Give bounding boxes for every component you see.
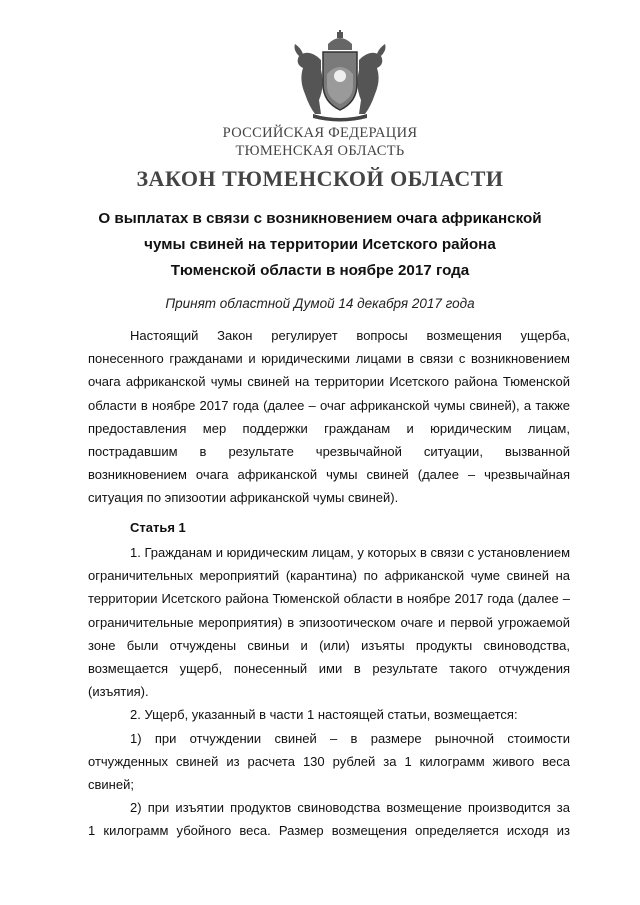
text-line: 1. Гражданам и юридическим лицам, у которых в связи с установлением [130, 545, 571, 560]
text-line: 2. Ущерб, указанный в части 1 настоящей статьи, возмещается: [130, 707, 518, 723]
text-line: свиней; [88, 776, 134, 792]
article-text [88, 541, 570, 842]
text-line: ограничительные мероприятия) в эпизоотическом очаге и первой угрожаемой [88, 614, 570, 630]
law-title-line: чумы свиней на территории Исетского района [144, 236, 496, 253]
text-line: предоставления мер поддержки гражданам и юридическим лицам, [88, 420, 570, 436]
adoption-note: Принят областной Думой 14 декабря 2017 года [165, 296, 475, 311]
text-line: отчужденных свиней из расчета 130 рублей за 1 килограмм живого веса [88, 753, 570, 769]
law-title [60, 206, 580, 284]
law-title-line: Тюменской области в ноябре 2017 года [170, 262, 470, 279]
text-line: возмещается ущерб, понесенный ими в результате такого отчуждения [88, 660, 570, 676]
text-line: ситуация по эпизоотии африканской чумы свиней). [88, 490, 399, 506]
text-line: пострадавшим в результате чрезвычайной ситуации, вызванной [88, 443, 570, 459]
text-line: зоне были отчуждены свиньи и (или) изъяты продукты свиноводства, [88, 637, 570, 653]
region-heading: ТЮМЕНСКАЯ ОБЛАСТЬ [235, 143, 405, 159]
text-line: области в ноябре 2017 года (далее – очаг африканской чумы свиней), а также [88, 397, 570, 413]
law-title-line: О выплатах в связи с возникновением очага африканской [98, 210, 542, 227]
article-heading: Статья 1 [130, 520, 186, 535]
text-line: возникновением очага африканской чумы свиней (далее – чрезвычайная [88, 467, 570, 483]
text-line: 1) при отчуждении свиней – в размере рыночной стоимости [130, 730, 570, 746]
law-type-heading: ЗАКОН ТЮМЕНСКОЙ ОБЛАСТИ [136, 166, 504, 191]
text-line: понесенного гражданами и юридическими лицами в связи с возникновением [88, 351, 570, 367]
preamble-paragraph [88, 324, 570, 510]
tyumen-coat-of-arms-emblem [285, 30, 395, 122]
country-heading: РОССИЙСКАЯ ФЕДЕРАЦИЯ [222, 125, 418, 141]
text-line: ограничительных мероприятий (карантина) по африканской чуме свиней на [88, 568, 570, 584]
text-line: Настоящий Закон регулирует вопросы возмещения ущерба, [130, 328, 570, 343]
text-line: 1 килограмм убойного веса. Размер возмещения определяется исходя из [88, 823, 570, 839]
text-line: 2) при изъятии продуктов свиноводства возмещение производится за [130, 800, 570, 816]
text-line: очага африканской чумы свиней на территории Исетского района Тюменской [88, 374, 570, 390]
text-line: (изъятия). [88, 684, 149, 700]
text-line: территории Исетского района Тюменской области в ноябре 2017 года (далее – [88, 591, 570, 607]
